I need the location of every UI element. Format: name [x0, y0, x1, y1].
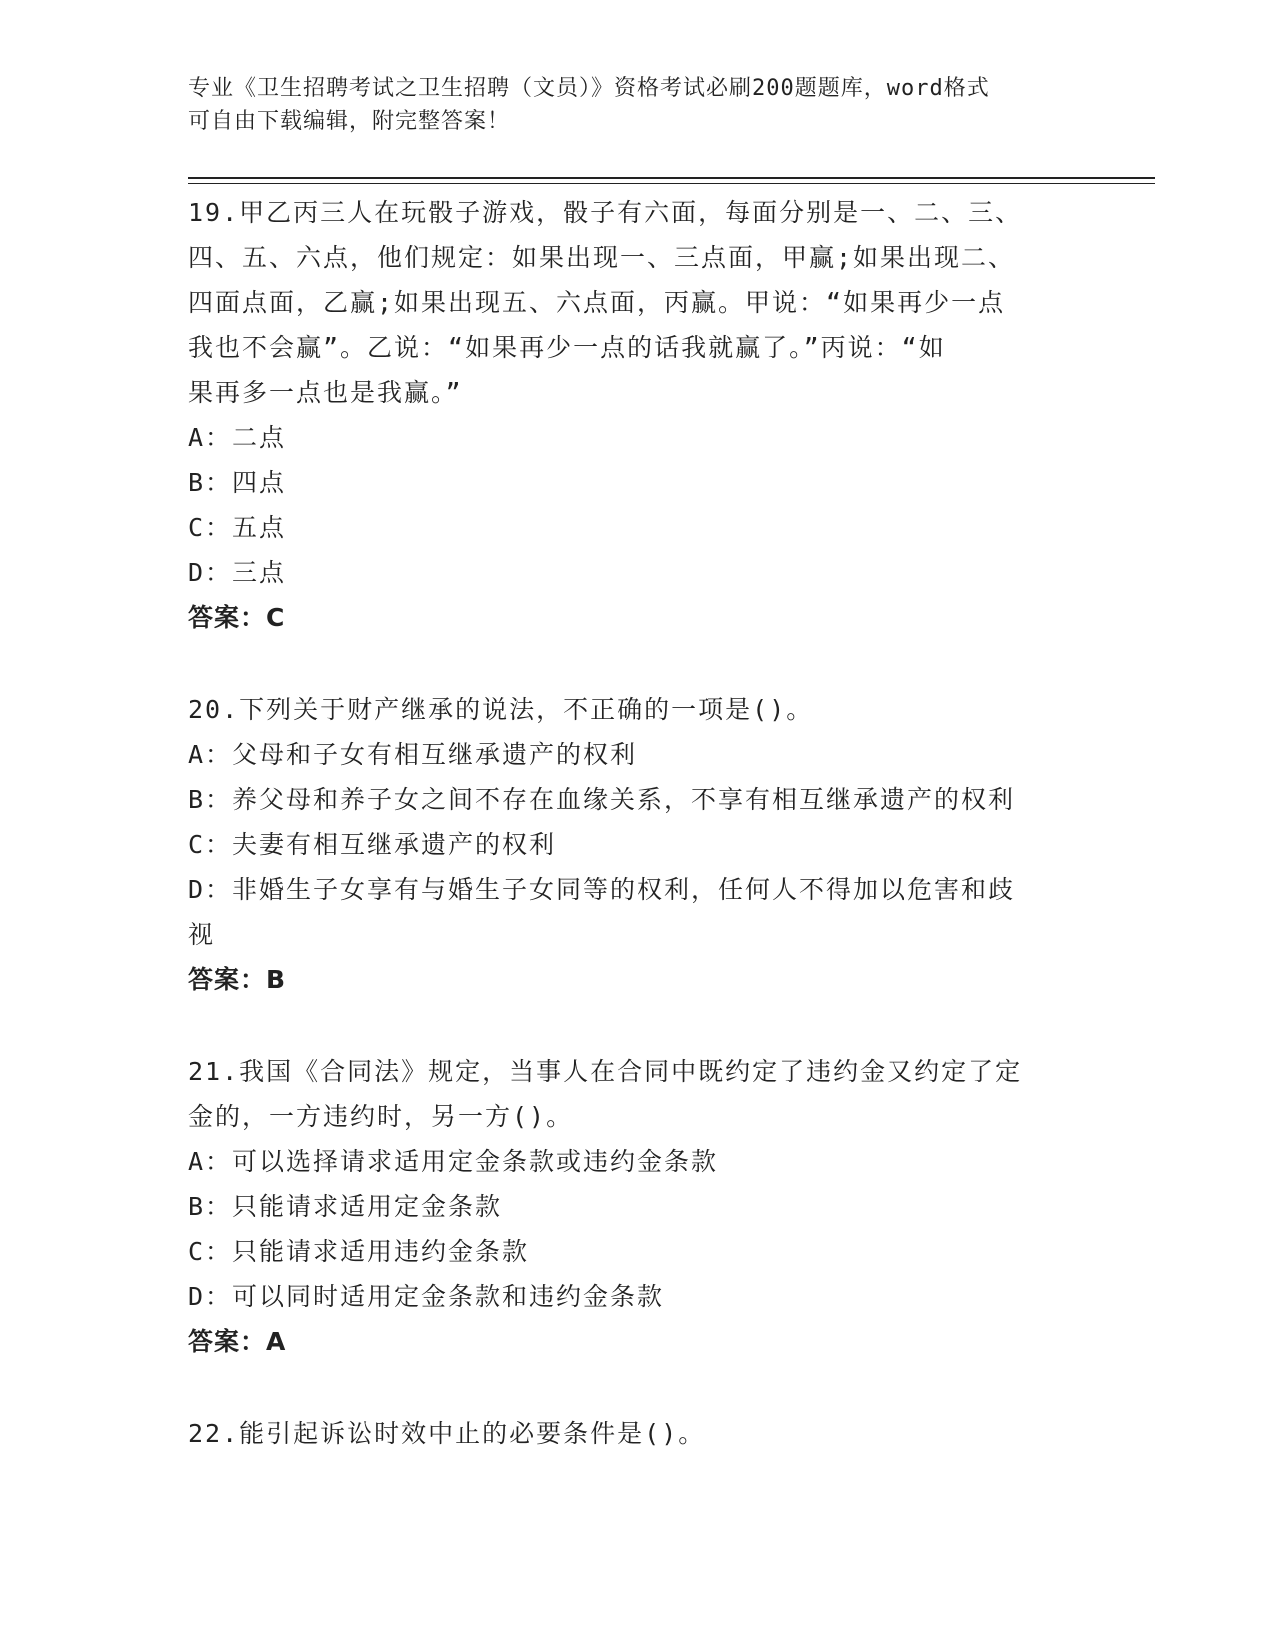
option-b: B：四点	[188, 468, 287, 497]
option-a: A：父母和子女有相互继承遗产的权利	[188, 740, 638, 769]
option-a: A：二点	[188, 423, 287, 452]
option-d-continued: 视	[188, 920, 216, 949]
option-d: D：非婚生子女享有与婚生子女同等的权利，任何人不得加以危害和歧	[188, 875, 1016, 904]
option-b: B：只能请求适用定金条款	[188, 1192, 503, 1221]
option-c: C：只能请求适用违约金条款	[188, 1237, 530, 1266]
answer-label: 答案：C	[188, 603, 286, 632]
header-title-line-2: 可自由下载编辑，附完整答案！	[188, 109, 511, 134]
question-20	[188, 687, 1088, 1002]
question-list	[188, 190, 1088, 1456]
question-spacer	[188, 1002, 1088, 1049]
question-stem-line: 20.下列关于财产继承的说法，不正确的一项是()。	[188, 695, 814, 724]
question-stem-line: 19.甲乙丙三人在玩骰子游戏，骰子有六面，每面分别是一、二、三、	[188, 198, 1023, 227]
question-stem-line: 果再多一点也是我赢。”	[188, 378, 463, 407]
question-22	[188, 1411, 1088, 1456]
question-stem-line: 四面点面，乙赢;如果出现五、六点面，丙赢。甲说：“如果再少一点	[188, 288, 1006, 317]
option-c: C：五点	[188, 513, 287, 542]
option-b: B：养父母和养子女之间不存在血缘关系，不享有相互继承遗产的权利	[188, 785, 1016, 814]
question-stem-line: 22.能引起诉讼时效中止的必要条件是()。	[188, 1419, 706, 1448]
document-header	[188, 72, 1068, 138]
question-spacer	[188, 640, 1088, 687]
option-d: D：三点	[188, 558, 287, 587]
header-divider-thin	[188, 183, 1155, 184]
question-spacer	[188, 1364, 1088, 1411]
answer-label: 答案：B	[188, 965, 287, 994]
option-a: A：可以选择请求适用定金条款或违约金条款	[188, 1147, 719, 1176]
option-d: D：可以同时适用定金条款和违约金条款	[188, 1282, 665, 1311]
question-stem-line: 21.我国《合同法》规定，当事人在合同中既约定了违约金又约定了定	[188, 1057, 1023, 1086]
answer-label: 答案：A	[188, 1327, 287, 1356]
question-21	[188, 1049, 1088, 1364]
question-stem-line: 我也不会赢”。乙说：“如果再少一点的话我就赢了。”丙说：“如	[188, 333, 946, 362]
question-stem-line: 四、五、六点，他们规定：如果出现一、三点面，甲赢;如果出现二、	[188, 243, 1016, 272]
header-title-line-1: 专业《卫生招聘考试之卫生招聘（文员）》资格考试必刷200题题库，word格式	[188, 76, 990, 101]
question-stem-line: 金的，一方违约时，另一方()。	[188, 1102, 574, 1131]
question-19	[188, 190, 1088, 640]
option-c: C：夫妻有相互继承遗产的权利	[188, 830, 557, 859]
header-divider-thick	[188, 177, 1155, 179]
